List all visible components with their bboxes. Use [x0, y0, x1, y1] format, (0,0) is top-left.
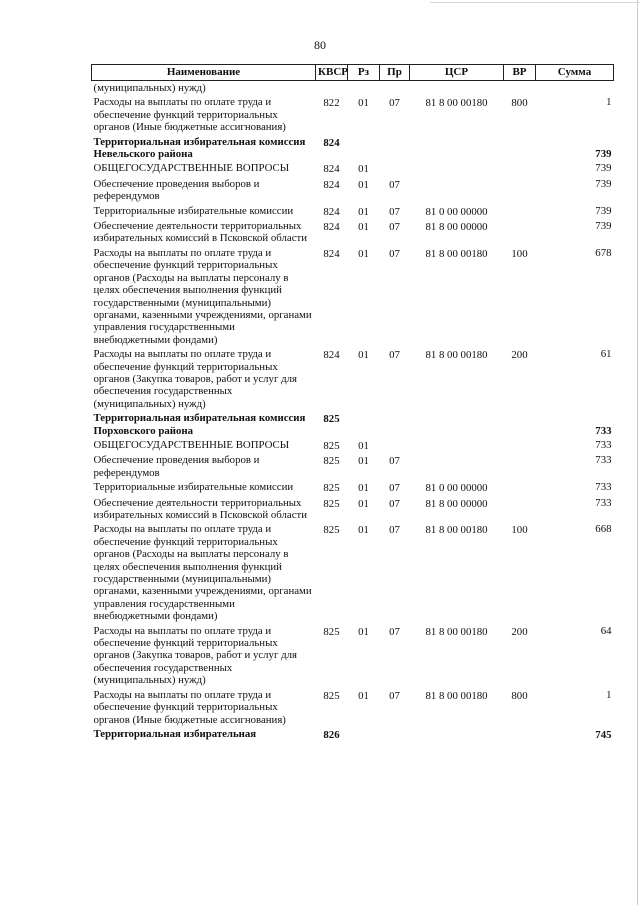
cell-kvsr: 825: [323, 689, 340, 702]
cell-kvsr: 825: [323, 524, 340, 537]
table-row: [92, 454, 614, 481]
cell-name: Расходы на выплаты по оплате труда и обеспечение функций территориальных органов (Закупка товаров, работ и услуг для обеспечения государственных (муниципальных) нужд): [93, 624, 297, 687]
cell-name: Территориальная избирательная комиссия Порховского района: [93, 412, 306, 437]
table-row: [92, 497, 614, 524]
cell-vr: [504, 481, 536, 496]
cell-csr: 81 8 00 00180: [425, 247, 488, 260]
cell-pr: 07: [389, 97, 400, 110]
cell-pr: 07: [389, 689, 400, 702]
cell-pr: 07: [389, 349, 400, 362]
cell-csr: 81 8 00 00180: [425, 349, 488, 362]
cell-vr: [504, 412, 536, 439]
table-row: [92, 439, 614, 454]
cell-pr: [380, 412, 410, 439]
table-row: [92, 162, 614, 177]
cell-pr: [380, 728, 410, 743]
cell-csr: 81 8 00 00180: [425, 689, 488, 702]
cell-kvsr: 825: [323, 455, 340, 468]
table-header-row: [92, 65, 614, 81]
cell-kvsr: 825: [323, 625, 340, 638]
cell-vr: 200: [511, 349, 528, 362]
cell-vr: [504, 205, 536, 220]
header-pr: Пр: [380, 65, 410, 81]
cell-kvsr: 824: [323, 178, 340, 191]
cell-rz: 01: [358, 482, 369, 495]
table-row: [92, 178, 614, 205]
table-row: [92, 205, 614, 220]
table-row: [92, 96, 614, 135]
cell-name: Территориальная избирательная комиссия Невельского района: [93, 135, 306, 161]
cell-pr: [380, 136, 410, 163]
cell-name: Обеспечение проведения выборов и референдумов: [93, 177, 260, 203]
budget-table: [91, 64, 614, 743]
cell-sum: 733: [595, 481, 612, 494]
cell-pr: 07: [389, 625, 400, 638]
table-row: [92, 412, 614, 439]
cell-rz: 01: [358, 497, 369, 510]
cell-kvsr: 822: [323, 97, 340, 110]
cell-name: Обеспечение деятельности территориальных избирательных комиссий в Псковской области: [93, 496, 307, 521]
cell-vr: [504, 220, 536, 247]
cell-csr: 81 8 00 00000: [425, 221, 488, 234]
header-csr: ЦСР: [410, 65, 504, 81]
cell-csr: 81 8 00 00000: [425, 497, 488, 510]
cell-csr: 81 8 00 00180: [425, 524, 488, 537]
cell-vr: 800: [511, 97, 528, 110]
cell-kvsr: 826: [323, 728, 340, 741]
cell-sum: 733: [595, 424, 612, 437]
page-edge-line-top: [430, 2, 640, 3]
cell-sum: 64: [600, 624, 612, 637]
cell-csr: [410, 728, 504, 743]
cell-name: (муниципальных) нужд): [93, 82, 206, 94]
cell-vr: [504, 178, 536, 205]
cell-pr: 07: [389, 455, 400, 468]
cell-kvsr: 824: [323, 221, 340, 234]
cell-sum: 733: [595, 496, 612, 509]
cell-kvsr: 824: [323, 163, 340, 176]
cell-vr: [504, 454, 536, 481]
cell-pr: 07: [389, 178, 400, 191]
cell-pr: 07: [389, 247, 400, 260]
header-kvsr: КВСР: [316, 65, 348, 81]
cell-csr: 81 0 00 00000: [425, 482, 488, 495]
cell-name: Расходы на выплаты по оплате труда и обеспечение функций территориальных органов (Иные бюджетные ассигнования): [93, 688, 286, 726]
cell-csr: 81 8 00 00180: [425, 97, 488, 110]
table-row: [92, 728, 614, 743]
cell-sum: 678: [595, 246, 612, 259]
cell-name: Расходы на выплаты по оплате труда и обеспечение функций территориальных органов (Иные бюджетные ассигнования): [93, 96, 286, 134]
cell-rz: 01: [358, 205, 369, 218]
cell-sum: 668: [595, 523, 612, 536]
cell-name: Расходы на выплаты по оплате труда и обеспечение функций территориальных органов (Расходы на выплаты персоналу в целях обеспечения выполнения функций государственными (муниципальными) органами, казенными учреждениями, органами управления государственными внебюджетными фондами): [93, 523, 312, 623]
cell-kvsr: 825: [323, 413, 340, 426]
cell-pr: [380, 81, 410, 97]
cell-sum: 733: [595, 454, 612, 467]
cell-sum: 739: [595, 162, 612, 175]
cell-csr: [410, 162, 504, 177]
table-row: [92, 348, 614, 412]
table-body: [92, 81, 614, 744]
cell-pr: 07: [389, 221, 400, 234]
cell-pr: 07: [389, 205, 400, 218]
cell-name: Территориальные избирательные комиссии: [93, 204, 294, 217]
cell-rz: 01: [358, 163, 369, 176]
page-edge-line: [637, 0, 638, 905]
cell-rz: 01: [358, 689, 369, 702]
cell-sum: 1: [606, 96, 612, 109]
cell-kvsr: 825: [323, 439, 340, 452]
cell-rz: [348, 412, 380, 439]
cell-pr: 07: [389, 497, 400, 510]
cell-rz: [348, 81, 380, 97]
cell-vr: [504, 81, 536, 97]
cell-rz: 01: [358, 247, 369, 260]
cell-csr: [410, 178, 504, 205]
cell-csr: [410, 81, 504, 97]
cell-rz: 01: [358, 455, 369, 468]
header-sum: Сумма: [536, 65, 614, 81]
cell-sum: 1: [606, 688, 612, 701]
cell-rz: 01: [358, 97, 369, 110]
cell-rz: 01: [358, 349, 369, 362]
cell-csr: [410, 136, 504, 163]
page-number: 80: [314, 38, 326, 52]
cell-vr: 100: [511, 524, 528, 537]
cell-sum: 739: [595, 204, 612, 217]
table-row: [92, 625, 614, 689]
cell-name: Обеспечение проведения выборов и референдумов: [93, 454, 260, 479]
cell-rz: 01: [358, 625, 369, 638]
cell-name: ОБЩЕГОСУДАРСТВЕННЫЕ ВОПРОСЫ: [93, 438, 290, 451]
cell-vr: 800: [511, 689, 528, 702]
table-row: [92, 220, 614, 247]
cell-pr: 07: [389, 482, 400, 495]
cell-kvsr: 824: [323, 136, 340, 149]
cell-pr: [380, 162, 410, 177]
cell-sum: 733: [595, 438, 612, 451]
cell-kvsr: 824: [323, 349, 340, 362]
cell-rz: 01: [358, 221, 369, 234]
cell-vr: [504, 497, 536, 524]
cell-sum: 739: [595, 220, 612, 233]
cell-rz: 01: [358, 439, 369, 452]
cell-rz: [348, 136, 380, 163]
header-name: Наименование: [92, 65, 316, 81]
cell-vr: [504, 136, 536, 163]
cell-name: Обеспечение деятельности территориальных избирательных комиссий в Псковской области: [93, 220, 307, 245]
table-row: [92, 81, 614, 97]
cell-sum: [536, 81, 614, 97]
cell-vr: [504, 728, 536, 743]
cell-sum: 739: [595, 148, 612, 161]
cell-kvsr: 825: [323, 482, 340, 495]
cell-csr: [410, 412, 504, 439]
cell-csr: 81 0 00 00000: [425, 205, 488, 218]
cell-csr: 81 8 00 00180: [425, 625, 488, 638]
header-rz: Рз: [348, 65, 380, 81]
header-vr: ВР: [504, 65, 536, 81]
cell-rz: [348, 728, 380, 743]
cell-csr: [410, 439, 504, 454]
cell-kvsr: [316, 81, 348, 97]
cell-name: Расходы на выплаты по оплате труда и обеспечение функций территориальных органов (Закупка товаров, работ и услуг для обеспечения государственных (муниципальных) нужд): [93, 348, 297, 410]
cell-sum: 745: [595, 728, 612, 741]
cell-sum: 739: [595, 177, 612, 190]
cell-rz: 01: [358, 178, 369, 191]
cell-pr: 07: [389, 524, 400, 537]
cell-vr: [504, 162, 536, 177]
cell-sum: 61: [600, 348, 612, 361]
cell-kvsr: 825: [323, 497, 340, 510]
cell-name: ОБЩЕГОСУДАРСТВЕННЫЕ ВОПРОСЫ: [93, 162, 290, 175]
cell-name: Территориальная избирательная: [93, 727, 257, 740]
table-row: [92, 689, 614, 728]
cell-name: Расходы на выплаты по оплате труда и обеспечение функций территориальных органов (Расходы на выплаты персоналу в целях обеспечения выполнения функций государственными (муниципальными) органами, казенными учреждениями, органами управления государственными внебюджетными фондами): [93, 246, 312, 346]
table-row: [92, 136, 614, 163]
cell-kvsr: 824: [323, 247, 340, 260]
cell-vr: [504, 439, 536, 454]
cell-kvsr: 824: [323, 205, 340, 218]
cell-name: Территориальные избирательные комиссии: [93, 481, 294, 494]
table-row: [92, 247, 614, 348]
cell-pr: [380, 439, 410, 454]
table-row: [92, 481, 614, 496]
cell-csr: [410, 454, 504, 481]
cell-vr: 100: [511, 247, 528, 260]
table-row: [92, 523, 614, 624]
cell-rz: 01: [358, 524, 369, 537]
cell-vr: 200: [511, 625, 528, 638]
